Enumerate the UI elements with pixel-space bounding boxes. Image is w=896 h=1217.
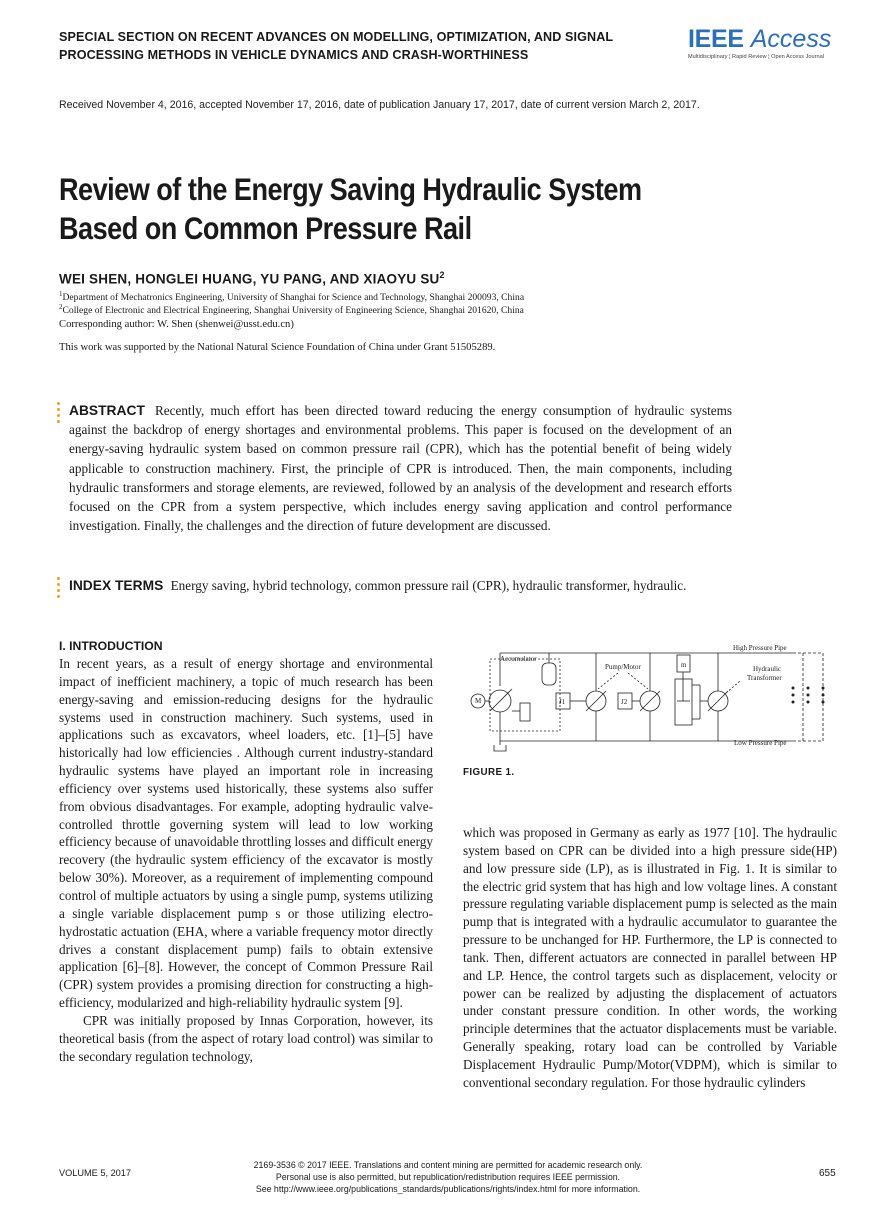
cpr-system-diagram: [475, 641, 835, 756]
fig-label-transformer-2: Transformer: [747, 674, 782, 682]
fig-label-j2: J2: [621, 698, 628, 706]
abstract-text: Recently, much effort has been directed toward reducing the energy consumption of hydraulic systems against the backdrop of energy shortages and environmental problems. This paper is focused on the development of an energy-saving hydraulic system based on common pressure rail (CPR), which has the potential benefit of being widely applicable to construction machinery. First, the principle of CPR is introduced. Then, the main components, including hydraulic transformers and storage elements, are reviewed, followed by an analysis of the development and research efforts focused on the CPR from a system perspective, which includes energy saving application and control performance investigation. Finally, the challenges and the direction of future development are discussed.: [69, 403, 732, 534]
author-name: YU PANG: [260, 271, 323, 287]
fig-label-low: Low Pressure Pipe: [734, 739, 787, 747]
fig-label-j1: J1: [559, 698, 566, 706]
author-name: WEI SHEN: [59, 271, 128, 287]
hydraulic-cylinder: [675, 679, 692, 725]
index-terms: [69, 576, 732, 595]
special-section-line1: SPECIAL SECTION ON RECENT ADVANCES ON MODELLING, OPTIMIZATION, AND SIGNAL: [59, 30, 614, 44]
dashed-frame: [490, 659, 560, 731]
affiliation-marker: 2: [439, 270, 445, 280]
special-section-line2: PROCESSING METHODS IN VEHICLE DYNAMICS AND CRASH-WORTHINESS: [59, 48, 529, 62]
index-terms-text: Energy saving, hybrid technology, common pressure rail (CPR), hydraulic transformer, hydraulic.: [170, 578, 687, 593]
logo-tagline: Multidisciplinary ¦ Rapid Review ¦ Open Access Journal: [688, 54, 824, 60]
paper-title-line1: Review of the Energy Saving Hydraulic System: [59, 171, 642, 207]
logo-ieee-text: IEEE: [688, 25, 744, 53]
received-dates: Received November 4, 2016, accepted November 17, 2016, date of publication January 17, 2017, date of current version March 2, 2017.: [59, 99, 700, 111]
ellipsis-dots: [792, 687, 825, 704]
index-terms-label: INDEX TERMS: [69, 578, 164, 593]
abstract-marker: [57, 402, 61, 426]
paragraph: CPR was initially proposed by Innas Corporation, however, its theoretical basis (from the aspect of rotary load control) was similar to the secondary regulation technology,: [59, 1012, 433, 1064]
page-number: 655: [819, 1168, 836, 1179]
fig-label-pump-motor: Pump/Motor: [605, 663, 641, 671]
volume-info: VOLUME 5, 2017: [59, 1168, 132, 1178]
regulator-valve: [520, 703, 530, 721]
paragraph: In recent years, as a result of energy shortage and environmental impact of inefficient machinery, a topic of much research has been energy-saving and emission-reducing designs for the hydraulic systems used in construction machinery. Such systems, used in applications such as excavators, wheel loaders, etc. [1]–[5] have historically had low efficiencies . Although current industry-standard hydraulic systems have played an important role in increasing efficiency over systems used historically, these systems also suffer from obvious disadvantages. For example, adopting hydraulic valve-controlled throttle governing system will lead to low working efficiency because of unavoidable throttling losses and difficult energy recovery (the hydraulic system efficiency of the excavator is mostly below 30%). Moreover, as a requirement of implementing compound control of multiple actuators by using a single pump, systems utilizing a single variable displacement pump s or those utilizing electro-hydrostatic actuation (EHA, where a variable frequency motor directly drives a constant displacement pump) fails to obtain extensive application [6]–[8]. However, the concept of Common Pressure Rail (CPR) system provides a promising direction for constructing a high-efficiency, modularized and high-reliability hydraulic system [9].: [59, 656, 433, 1011]
special-section-header: [59, 28, 679, 64]
fig-label-high: High Pressure Pipe: [733, 644, 787, 652]
ieee-access-logo: [688, 24, 848, 60]
copyright-line1: 2169-3536 © 2017 IEEE. Translations and content mining are permitted for academic research only.: [253, 1160, 643, 1170]
abstract-label: ABSTRACT: [69, 403, 145, 418]
author-name: HONGLEI HUANG: [135, 271, 253, 287]
copyright-notice: [200, 1159, 696, 1196]
paper-title: [59, 170, 747, 248]
paragraph: which was proposed in Germany as early as 1977 [10]. The hydraulic system based on CPR can be divided into a high pressure side(HP) and low pressure side (LP), as is illustrated in Fig. 1. It is similar to the electric grid system that has high and low voltage lines. A constant pressure regulating variable displacement pump is selected as the main pump that is integrated with a hydraulic accumulator to guarantee the pressure to be unchanged for HP. Furthermore, the LP is connected to tank. Then, different actuators are connected in parallel between HP and LP. Hence, the control targets such as displacement, velocity or power can be realized by adjusting the displacement of actuators under constant pressure condition. In other words, the working principle determines that the actuator displacements must be variable. Generally speaking, rotary load can be controlled by Variable Displacement Hydraulic Pump/Motor(VDPM), which is similar to conventional secondary regulation. For those hydraulic cylinders: [463, 825, 837, 1090]
figure-caption: FIGURE 1.: [463, 767, 515, 778]
corresponding-author: Corresponding author: W. Shen (shenwei@usst.edu.cn): [59, 319, 294, 330]
right-column: [463, 824, 837, 1092]
left-column: [59, 655, 433, 1065]
copyright-line2: Personal use is also permitted, but republication/redistribution requires IEEE permission.: [275, 1172, 621, 1183]
affiliation-1: $^1$Department of Mechatronics Engineering, University of Shanghai for Science and Technology, Shanghai 200093, China: [59, 290, 525, 304]
paper-title-line2: Based on Common Pressure Rail: [59, 210, 472, 246]
copyright-line3: See http://www.ieee.org/publications_standards/publications/rights/index.html for more information.: [255, 1184, 641, 1195]
fig-label-mass: m: [681, 661, 687, 669]
fig-label-accumulator: Accumulator: [500, 655, 537, 663]
fig-label-transformer-1: Hydraulic: [753, 665, 781, 673]
abstract: [69, 401, 732, 535]
fig-label-motor: M: [475, 697, 482, 705]
author-list: WEI SHEN, HONGLEI HUANG, YU PANG, AND XIAOYU $SU^2$: [59, 270, 445, 287]
accumulator-symbol: [542, 663, 556, 685]
index-terms-marker: [57, 577, 61, 601]
logo-access-text: Access: [750, 25, 832, 53]
tank-symbol: [494, 745, 506, 751]
affiliation-2: $^2$College of Electronic and Electrical Engineering, Shanghai University of Engineering Science, Shanghai 201620, China: [59, 303, 524, 317]
funding-note: This work was supported by the National Natural Science Foundation of China under Grant 51505289.: [59, 342, 496, 353]
section-heading: I. INTRODUCTION: [59, 639, 163, 653]
author-name: AND XIAOYU SU: [329, 271, 440, 287]
